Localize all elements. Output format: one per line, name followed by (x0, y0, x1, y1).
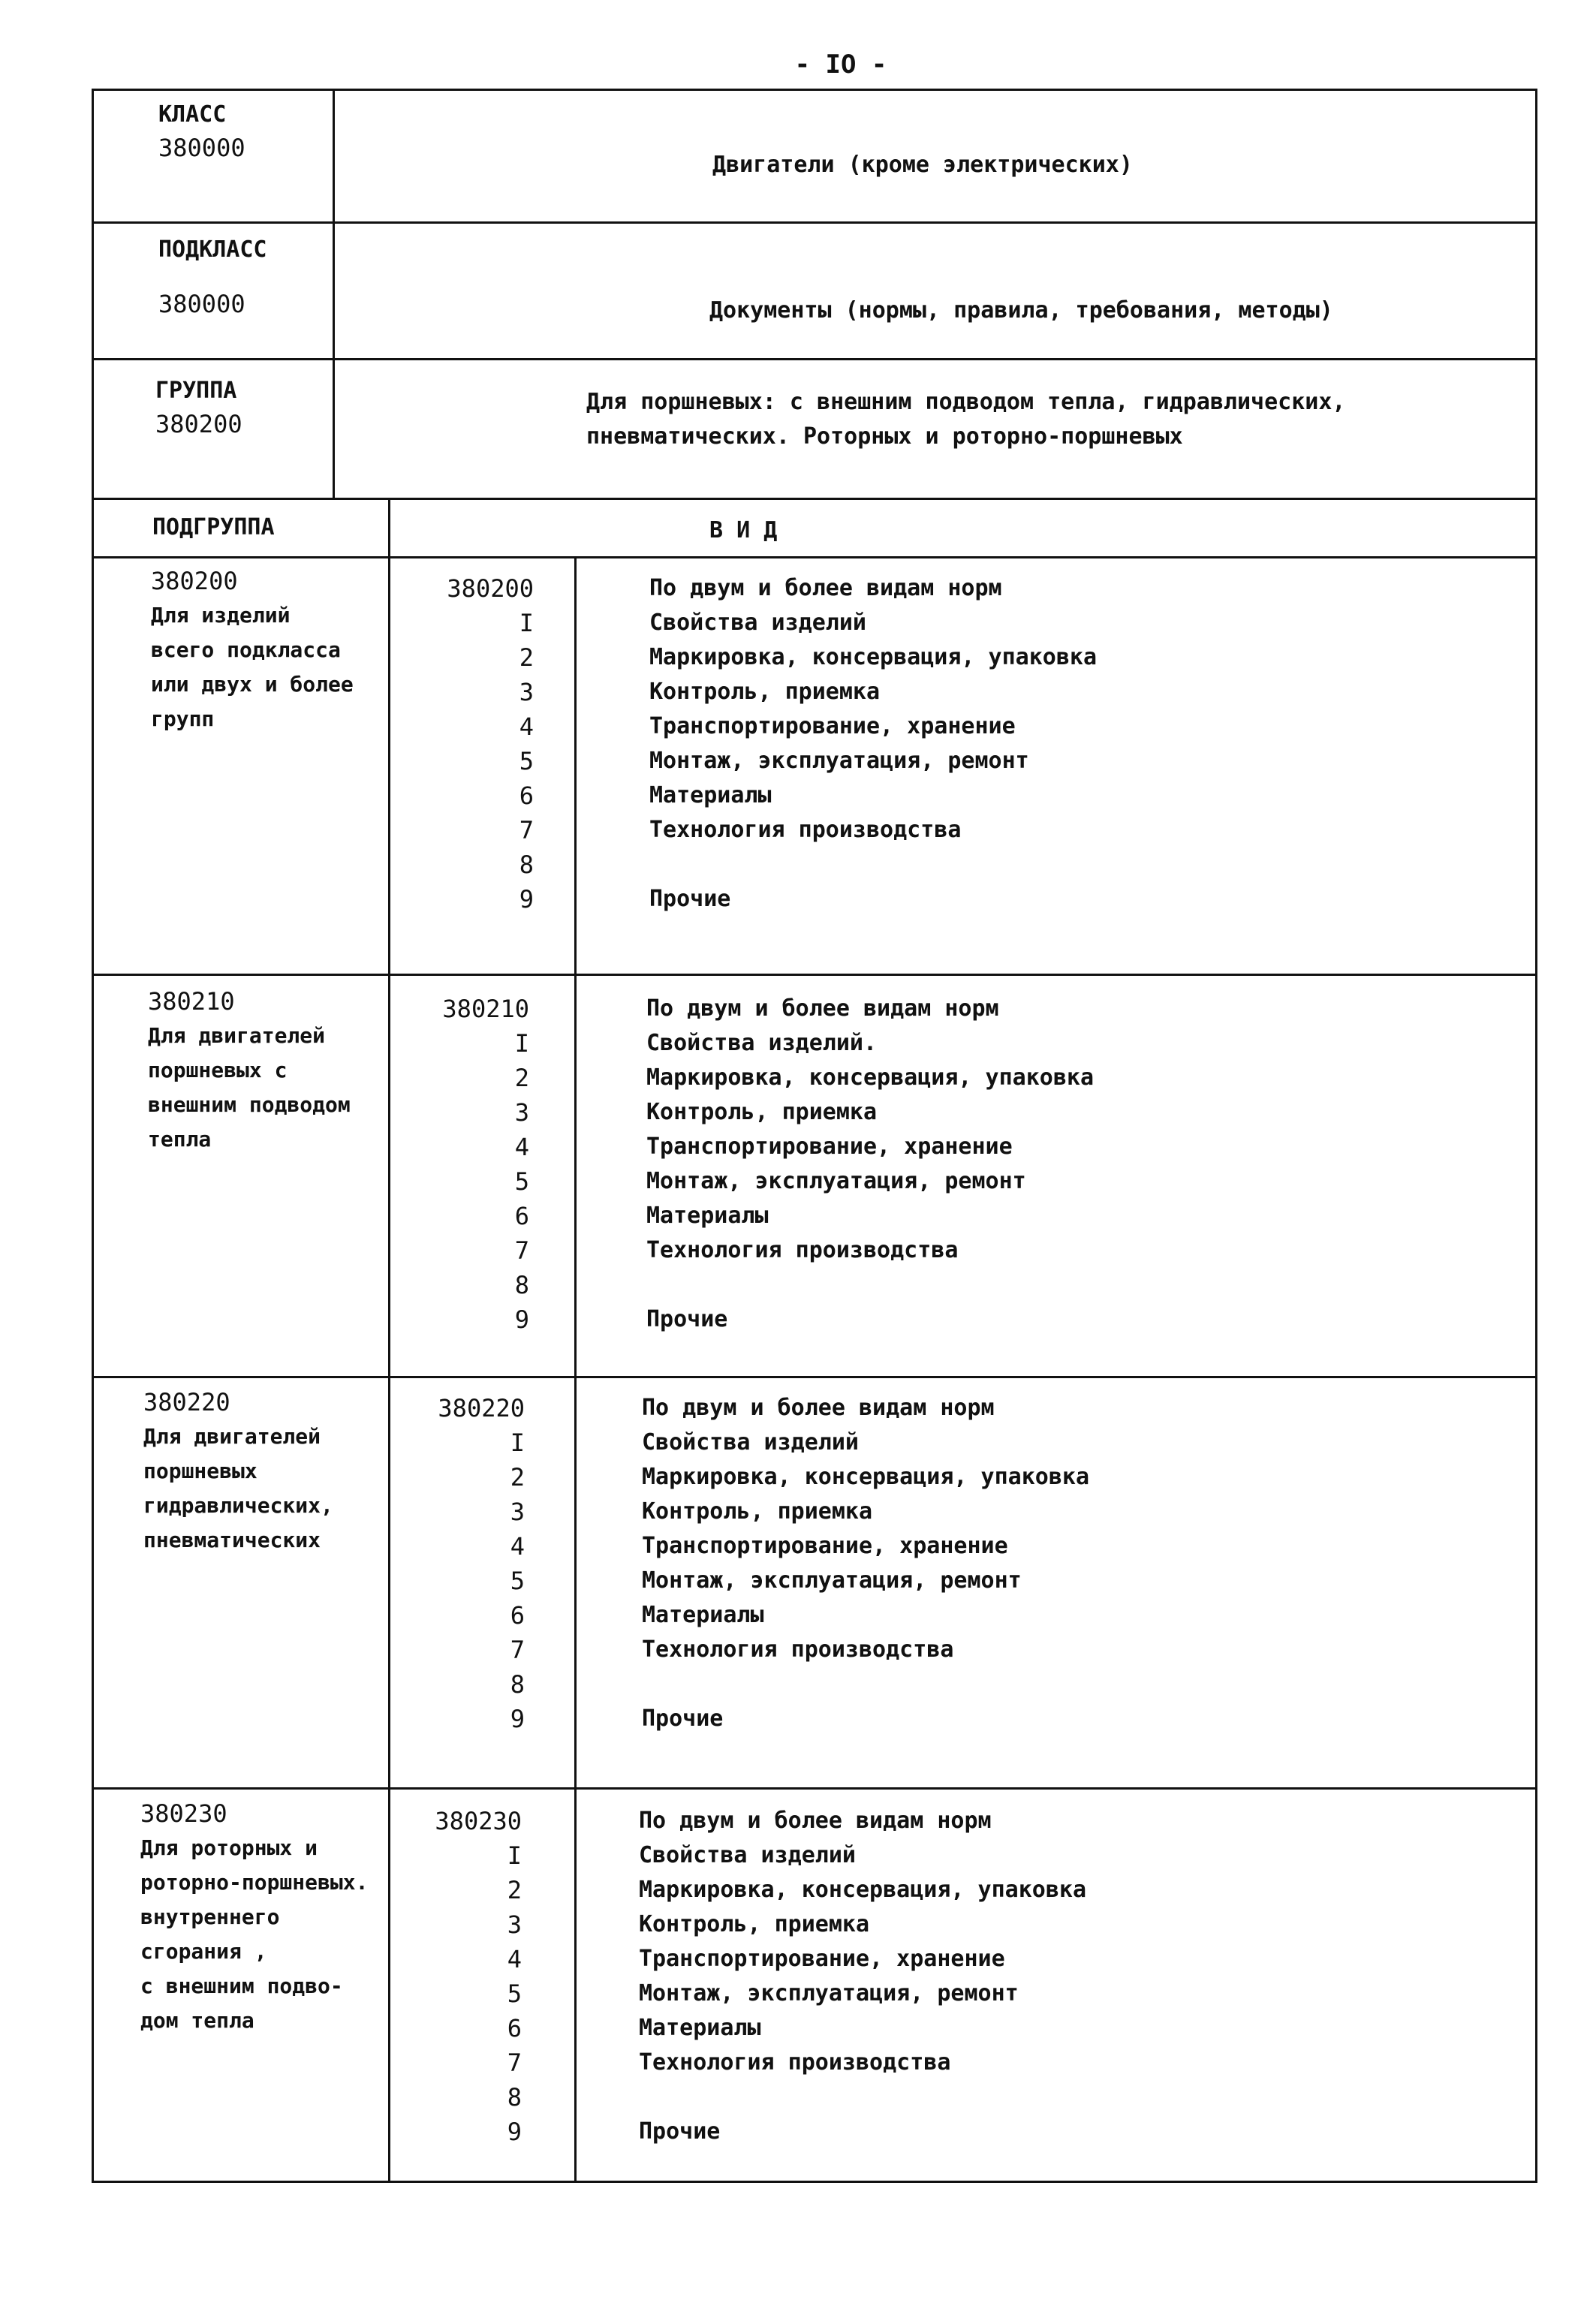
vid-name (646, 1268, 1094, 1302)
subgroup-desc-1 (151, 564, 354, 736)
vid-name: Свойства изделий. (646, 1030, 878, 1056)
vid-name: Транспортирование, хранение (649, 713, 1016, 739)
classification-table (92, 89, 1537, 2183)
rule-sub-1 (94, 974, 1535, 976)
vid-name: Транспортирование, хранение (639, 1946, 1005, 1972)
vid-code: 2 (514, 1064, 529, 1092)
rule-code-col (574, 556, 577, 2181)
vid-code: 8 (507, 2083, 522, 2112)
vid-code: 9 (514, 1305, 529, 1334)
vid-name: Монтаж, эксплуатация, ремонт (639, 1980, 1019, 2006)
vid-name: Контроль, приемка (642, 1498, 873, 1525)
vid-name: Контроль, приемка (639, 1911, 870, 1937)
vid-code: 9 (519, 885, 534, 914)
vid-name: Маркировка, консервация, упаковка (646, 1064, 1095, 1091)
vid-name: По двум и более видам норм (649, 575, 1002, 601)
subgroup-code: 380210 (148, 987, 235, 1016)
vid-code: 5 (510, 1567, 525, 1595)
gruppa-title-line2: пневматических. Роторных и роторно-поршневых (586, 423, 1183, 450)
vid-code: 2 (507, 1876, 522, 1904)
vid-name: Технология производства (642, 1636, 954, 1663)
vid-code: 9 (507, 2118, 522, 2146)
vid-name: Маркировка, консервация, упаковка (642, 1464, 1090, 1490)
rule-label-col (333, 91, 335, 498)
vid-code: 7 (514, 1236, 529, 1265)
podklass-label: ПОДКЛАСС (158, 236, 267, 263)
vid-name: Контроль, приемка (649, 679, 881, 705)
vid-name: Прочие (639, 2118, 721, 2145)
subgroup-desc-line: поршневых (143, 1459, 257, 1483)
subgroup-code: 380230 (140, 1799, 227, 1828)
page-number: - IO - (794, 50, 887, 80)
vid-name: Монтаж, эксплуатация, ремонт (646, 1168, 1026, 1194)
podgruppa-header: ПОДГРУППА (152, 514, 275, 540)
vid-code: 6 (519, 781, 534, 810)
vid-name (642, 1667, 1089, 1702)
vid-name: Транспортирование, хранение (642, 1533, 1008, 1559)
vid-name: Свойства изделий (649, 610, 866, 636)
vid-code: 380200 (447, 574, 534, 603)
klass-block (158, 98, 245, 164)
vid-code: 9 (510, 1705, 525, 1733)
subgroup-desc-line: Для двигателей (143, 1424, 321, 1449)
subgroup-desc-line: с внешним подво- (140, 1973, 343, 1998)
subgroup-codes-2 (432, 992, 529, 1337)
rule-sub-3 (94, 1787, 1535, 1790)
vid-name: Монтаж, эксплуатация, ремонт (649, 748, 1029, 774)
vid-header: В И Д (709, 517, 778, 543)
subgroup-desc-line: сгорания , (140, 1939, 267, 1964)
vid-code: 4 (510, 1532, 525, 1561)
vid-code: 7 (510, 1636, 525, 1664)
vid-code: 6 (514, 1202, 529, 1230)
vid-name: Технология производства (649, 817, 962, 843)
vid-code: 7 (507, 2049, 522, 2077)
vid-name: Монтаж, эксплуатация, ремонт (642, 1567, 1022, 1594)
subgroup-desc-line: Для двигателей (148, 1023, 326, 1048)
klass-label: КЛАСС (158, 101, 227, 128)
subgroup-desc-line: или двух и более (151, 672, 354, 697)
vid-code: 2 (519, 643, 534, 672)
vid-code: I (519, 609, 534, 637)
vid-code: 3 (507, 1910, 522, 1939)
vid-name (639, 2080, 1086, 2115)
klass-code: 380000 (158, 134, 245, 162)
vid-code: 380220 (438, 1394, 525, 1422)
subgroup-names-2 (646, 992, 1094, 1337)
rule-gruppa (94, 498, 1535, 500)
vid-name: По двум и более видам норм (646, 995, 999, 1022)
vid-code: I (507, 1841, 522, 1870)
vid-code: 3 (519, 678, 534, 706)
subgroup-code: 380220 (143, 1388, 230, 1416)
vid-code: I (514, 1029, 529, 1058)
vid-name: По двум и более видам норм (639, 1808, 992, 1834)
subgroup-desc-3 (143, 1385, 333, 1558)
vid-name: Материалы (646, 1203, 769, 1229)
vid-name: Транспортирование, хранение (646, 1133, 1013, 1160)
subgroup-codes-4 (424, 1804, 522, 2149)
vid-code: I (510, 1428, 525, 1457)
gruppa-title (586, 385, 1345, 454)
vid-name: По двум и более видам норм (642, 1395, 995, 1421)
subgroup-names-1 (649, 571, 1097, 917)
vid-name: Материалы (642, 1602, 764, 1628)
vid-code: 7 (519, 816, 534, 844)
vid-name: Технология производства (646, 1237, 959, 1263)
vid-code: 4 (514, 1133, 529, 1161)
vid-code: 380210 (442, 995, 529, 1023)
subgroup-desc-line: Для изделий (151, 603, 291, 628)
subgroup-desc-line: внутреннего (140, 1904, 280, 1929)
podklass-title: Документы (нормы, правила, требования, методы) (709, 297, 1333, 324)
subgroup-names-3 (642, 1391, 1089, 1736)
vid-name (649, 847, 1097, 882)
subgroup-desc-line: внешним подводом (148, 1092, 351, 1117)
vid-code: 6 (507, 2014, 522, 2043)
subgroup-codes-3 (427, 1391, 525, 1736)
vid-code: 6 (510, 1601, 525, 1630)
subgroup-codes-1 (436, 571, 534, 917)
subgroup-desc-line: Для роторных и (140, 1835, 318, 1860)
gruppa-block (155, 375, 242, 441)
vid-code: 3 (510, 1498, 525, 1526)
subgroup-desc-2 (148, 984, 351, 1157)
vid-name: Маркировка, консервация, упаковка (649, 644, 1098, 670)
rule-podklass (94, 358, 1535, 360)
vid-name: Прочие (642, 1705, 724, 1732)
vid-code: 3 (514, 1098, 529, 1127)
subgroup-desc-line: групп (151, 706, 215, 731)
klass-title: Двигатели (кроме электрических) (712, 152, 1133, 178)
podklass-code: 380000 (158, 290, 245, 318)
vid-code: 5 (519, 747, 534, 775)
gruppa-label: ГРУППА (155, 378, 237, 404)
vid-name: Материалы (639, 2015, 761, 2041)
subgroup-desc-line: тепла (148, 1127, 212, 1151)
rule-podgruppa-col (388, 498, 390, 2181)
subgroup-desc-line: поршневых с (148, 1058, 288, 1082)
subgroup-desc-line: пневматических (143, 1528, 321, 1552)
vid-code: 8 (519, 850, 534, 879)
vid-name: Прочие (646, 1306, 728, 1332)
subgroup-desc-line: роторно-поршневых. (140, 1870, 369, 1895)
vid-code: 4 (507, 1945, 522, 1973)
vid-name: Маркировка, консервация, упаковка (639, 1877, 1087, 1903)
gruppa-title-line1: Для поршневых: с внешним подводом тепла, гидравлических, (586, 389, 1346, 415)
vid-name: Свойства изделий (642, 1429, 859, 1456)
rule-klass (94, 221, 1535, 224)
gruppa-code: 380200 (155, 410, 242, 438)
vid-code: 2 (510, 1463, 525, 1492)
vid-code: 5 (514, 1167, 529, 1196)
vid-code: 8 (514, 1271, 529, 1299)
subgroup-desc-line: всего подкласса (151, 637, 341, 662)
subgroup-code: 380200 (151, 567, 238, 595)
rule-sub-2 (94, 1376, 1535, 1378)
subgroup-desc-line: дом тепла (140, 2008, 254, 2033)
vid-code: 5 (507, 1979, 522, 2008)
vid-code: 8 (510, 1670, 525, 1699)
vid-name: Контроль, приемка (646, 1099, 878, 1125)
vid-code: 380230 (435, 1807, 522, 1835)
vid-name: Свойства изделий (639, 1842, 856, 1868)
subgroup-desc-line: гидравлических, (143, 1493, 333, 1518)
rule-header (94, 556, 1535, 558)
subgroup-desc-4 (140, 1796, 368, 2038)
vid-code: 4 (519, 712, 534, 741)
vid-name: Технология производства (639, 2049, 951, 2076)
vid-name: Материалы (649, 782, 772, 808)
subgroup-names-4 (639, 1804, 1086, 2149)
vid-name: Прочие (649, 886, 731, 912)
